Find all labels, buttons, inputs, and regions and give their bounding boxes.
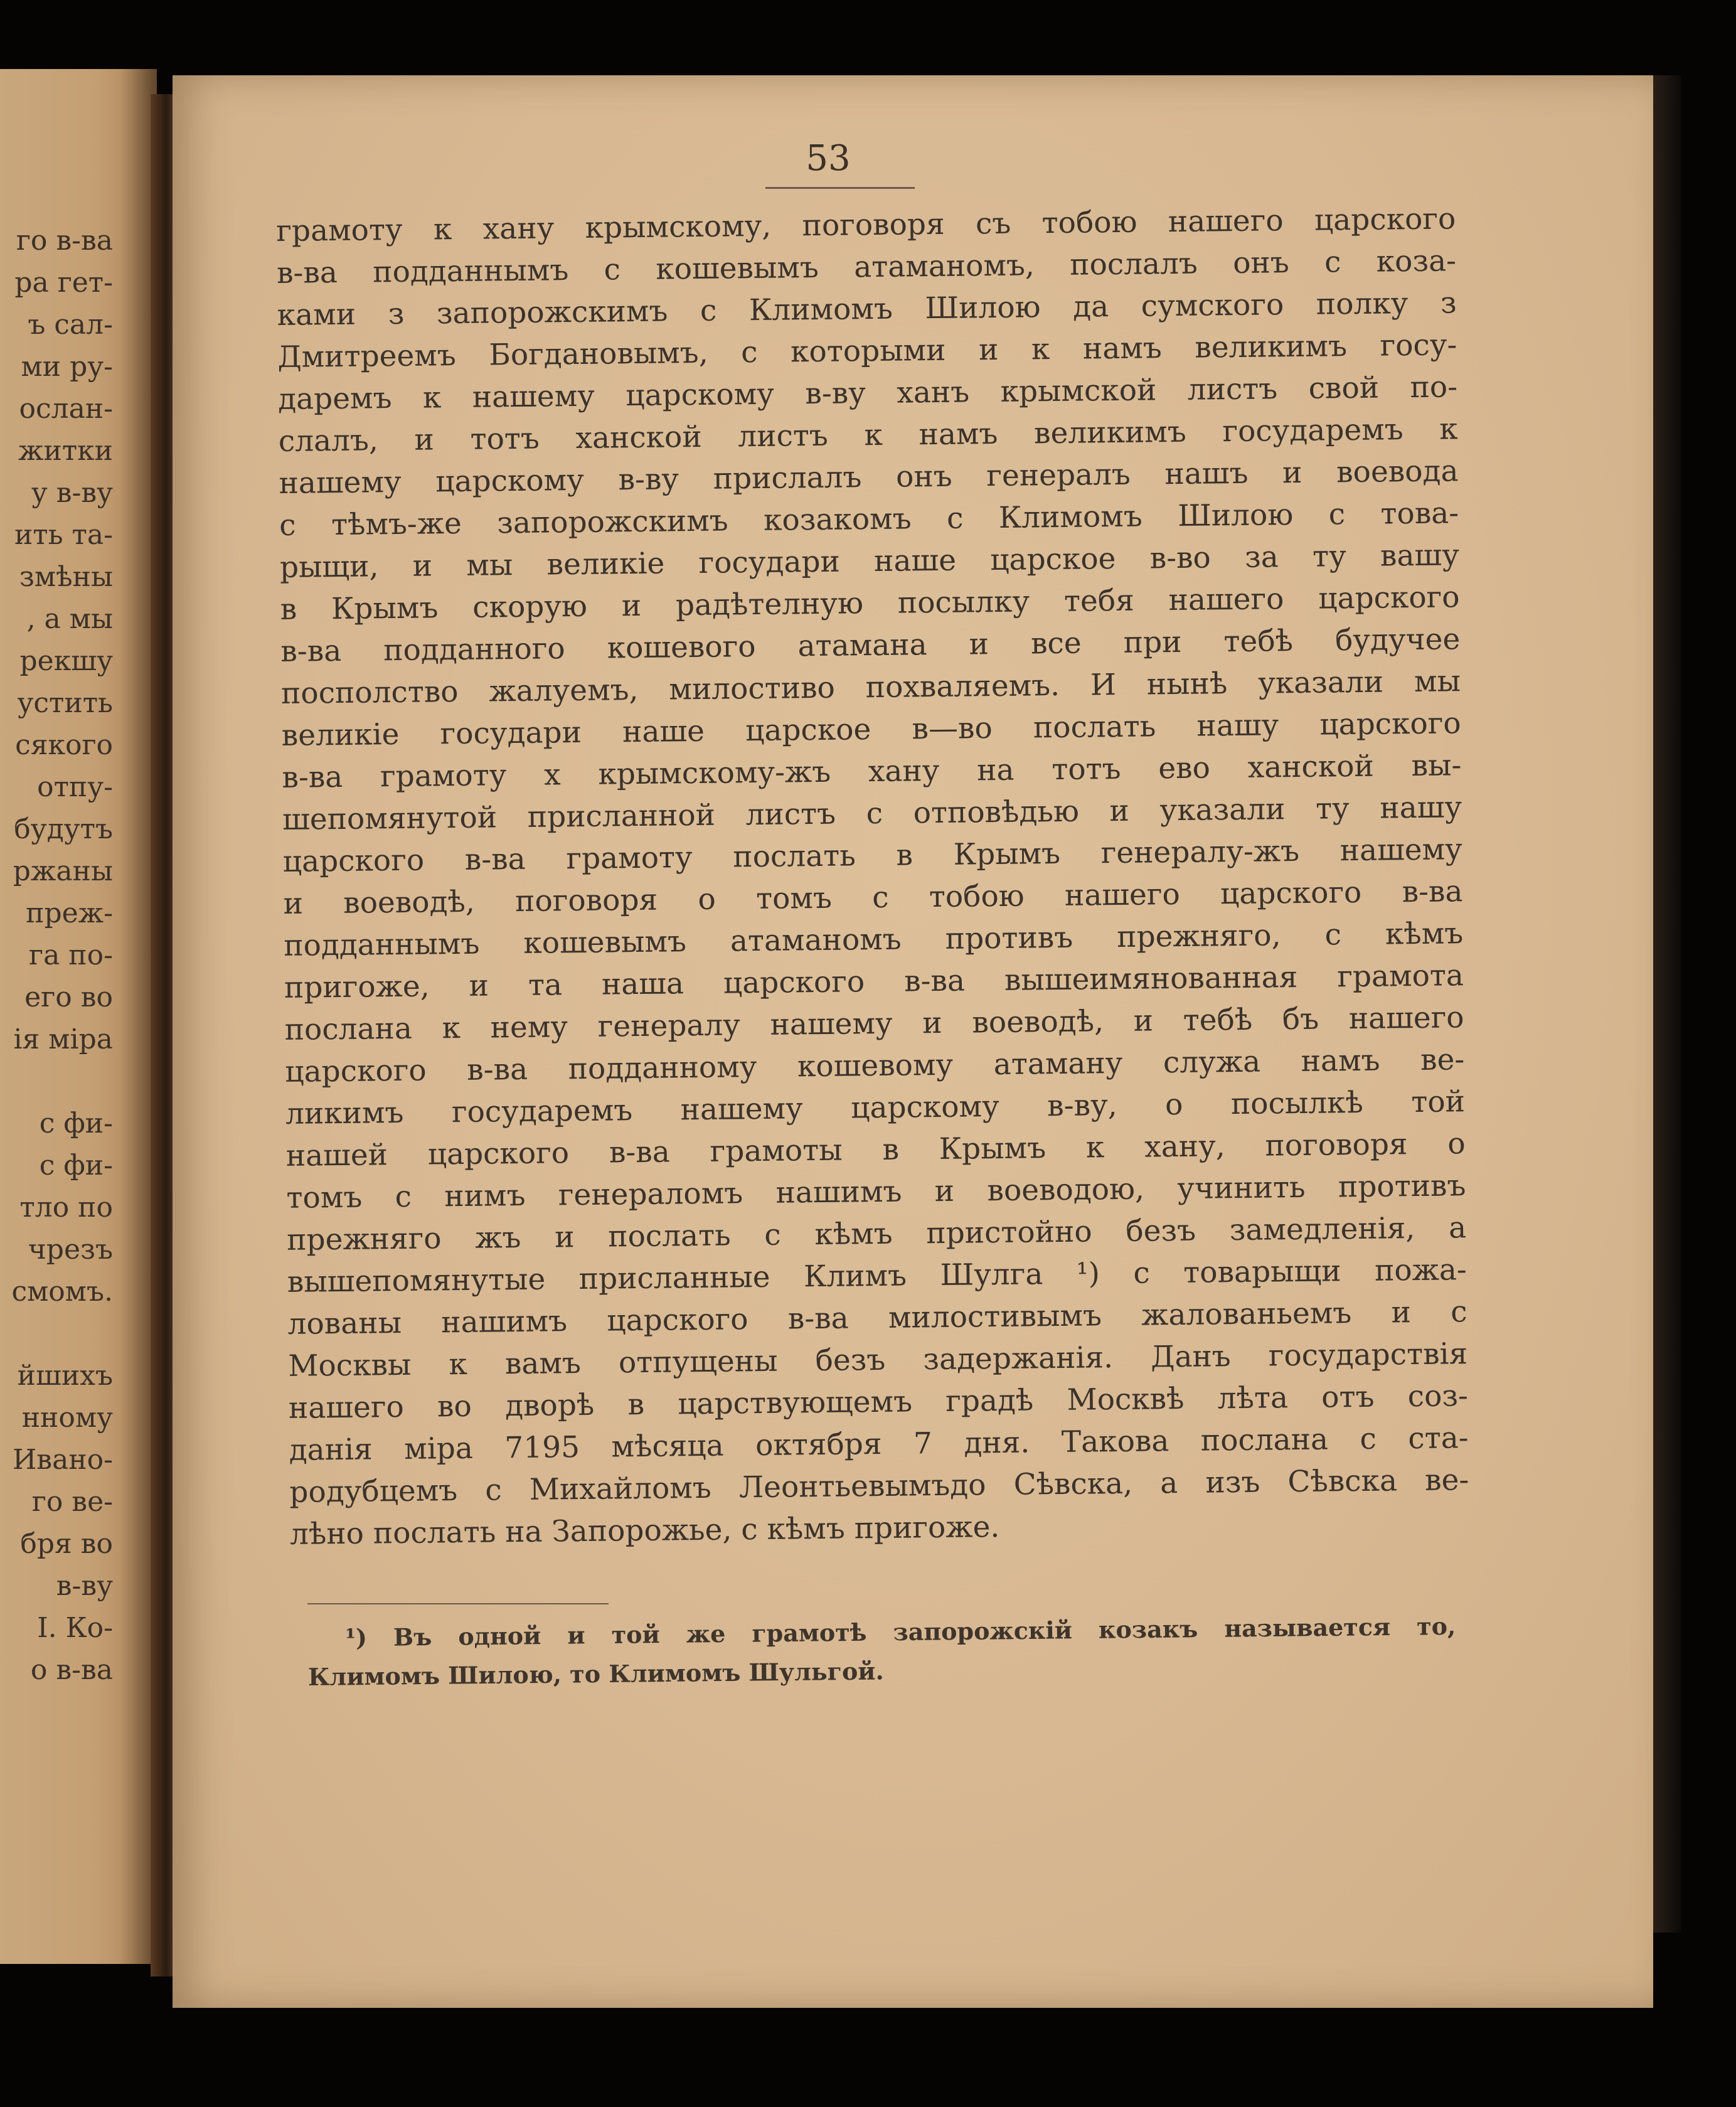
left-page-line: с фи-: [39, 1150, 113, 1182]
body-line: посполство жалуемъ, милостиво похваляемъ. И нынѣ указали мы: [280, 664, 1461, 711]
body-line: Москвы к вамъ отпущены безъ задержанія. Данъ государствія: [288, 1336, 1468, 1384]
left-page-line: в-ву: [56, 1570, 113, 1602]
left-page-line: ржаны: [13, 855, 113, 887]
left-page-line: житки: [18, 435, 113, 467]
body-line: в-ва грамоту х крымскому-жъ хану на тотъ ево ханской вы-: [282, 748, 1462, 795]
left-page-line: преж-: [26, 897, 113, 929]
left-page-line: нному: [21, 1402, 113, 1434]
left-page-line: [0, 1060, 113, 1102]
left-page-line: ить та-: [14, 519, 113, 551]
left-page-line: его во: [24, 981, 113, 1013]
left-page-line: с фи-: [39, 1107, 113, 1139]
left-page-text: [0, 220, 113, 1691]
left-page-line: [0, 1313, 113, 1355]
left-page-line: ми ру-: [21, 351, 113, 383]
body-line: пригоже, и та наша царского в-ва вышеимянованная грамота: [284, 958, 1464, 1005]
left-page-line: ія міра: [13, 1023, 113, 1055]
left-page-line: ъ сал-: [28, 309, 113, 341]
body-line: томъ с нимъ генераломъ нашимъ и воеводою, учинить противъ: [286, 1168, 1466, 1215]
body-line: ликимъ государемъ нашему царскому в-ву, о посылкѣ той: [285, 1084, 1466, 1131]
body-line: даремъ к нашему царскому в-ву ханъ крымской листъ свой по-: [277, 370, 1458, 417]
footnote: [307, 1607, 1456, 1697]
body-text: [276, 198, 1469, 1555]
body-line: нашему царскому в-ву прислалъ онъ генералъ нашъ и воевода: [279, 454, 1459, 501]
left-page-line: тло по: [19, 1192, 113, 1224]
body-line: в-ва подданнымъ с кошевымъ атаманомъ, послалъ онъ с коза-: [276, 243, 1457, 291]
body-line: подданнымъ кошевымъ атаманомъ противъ прежняго, с кѣмъ: [283, 916, 1464, 963]
body-line: ками з запорожскимъ с Климомъ Шилою да сумского полку з: [277, 285, 1457, 333]
body-line: данія міра 7195 мѣсяца октября 7 дня. Такова послана с ста-: [289, 1421, 1469, 1468]
body-line: послана к нему генералу нашему и воеводѣ, и тебѣ бъ нашего: [284, 1000, 1464, 1047]
body-line: царского в-ва подданному кошевому атаману служа намъ ве-: [285, 1042, 1465, 1089]
body-line: с тѣмъ-же запорожскимъ козакомъ с Климомъ Шилою с това-: [279, 496, 1459, 543]
body-line: в-ва подданного кошевого атамана и все при тебѣ будучее: [280, 622, 1461, 669]
body-line: шепомянутой присланной листъ с отповѣдью и указали ту нашу: [282, 790, 1462, 837]
left-page-line: ослан-: [19, 393, 113, 425]
left-page-line: чрезъ: [28, 1234, 113, 1266]
body-line: родубцемъ с Михайломъ Леонтьевымъдо Сѣвска, а изъ Сѣвска ве-: [289, 1463, 1469, 1510]
body-line: нашей царского в-ва грамоты в Крымъ к хану, поговоря о: [285, 1126, 1466, 1173]
left-page-line: , а мы: [26, 603, 113, 635]
page-number-rule: [765, 187, 915, 189]
body-line: царского в-ва грамоту послать в Крымъ генералу-жъ нашему: [282, 832, 1463, 879]
footnote-line: Климомъ Шилою, то Климомъ Шульгой.: [307, 1656, 884, 1691]
body-line: прежняго жъ и послать с кѣмъ пристойно безъ замедленія, а: [286, 1210, 1467, 1257]
body-line: слалъ, и тотъ ханской листъ к намъ великимъ государемъ к: [278, 412, 1459, 459]
left-page-line: го в-ва: [16, 225, 113, 257]
body-line: грамоту к хану крымскому, поговоря съ тобою нашего царского: [276, 201, 1456, 248]
left-page-line: отпу-: [37, 771, 113, 803]
left-page-line: го ве-: [31, 1486, 113, 1518]
left-page-line: га по-: [29, 939, 113, 971]
left-page-line: I. Ко-: [37, 1612, 113, 1644]
left-page-line: ра гет-: [14, 267, 113, 299]
body-line: и воеводѣ, поговоря о томъ с тобою нашего царского в-ва: [283, 874, 1463, 921]
left-page-line: рекшу: [19, 645, 113, 677]
footnote-rule: [307, 1603, 609, 1604]
body-line: лѣно послать на Запорожье, с кѣмъ пригоже.: [289, 1510, 1000, 1552]
body-line: нашего во дворѣ в царствующемъ градѣ Москвѣ лѣта отъ соз-: [288, 1379, 1469, 1426]
left-page-line: смомъ.: [11, 1276, 113, 1308]
left-facing-page: [0, 69, 157, 1964]
left-page-line: у в-ву: [31, 477, 113, 509]
body-line: вышепомянутые присланные Климъ Шулга ¹) с товарыщи пожа-: [287, 1252, 1467, 1299]
body-line: великіе государи наше царское в—во послать нашу царского: [281, 706, 1461, 753]
body-line: Дмитреемъ Богдановымъ, с которыми и к намъ великимъ госу-: [277, 328, 1457, 375]
footnote-line: ¹) Въ одной и той же грамотѣ запорожскій козакъ называется то,: [345, 1611, 1456, 1652]
left-page-line: змѣны: [19, 561, 113, 593]
left-page-line: йшихъ: [17, 1360, 113, 1392]
left-page-line: сякого: [15, 729, 113, 761]
page-number: 53: [806, 138, 851, 179]
left-page-line: Ивано-: [12, 1444, 113, 1476]
left-page-line: бря во: [20, 1528, 113, 1560]
left-page-line: устить: [17, 687, 113, 719]
body-line: рыщи, и мы великіе государи наше царское в-во за ту вашу: [279, 538, 1460, 585]
body-line: лованы нашимъ царского в-ва милостивымъ жалованьемъ и с: [287, 1294, 1467, 1342]
left-page-line: будутъ: [14, 813, 113, 845]
left-page-line: о в-ва: [30, 1654, 113, 1686]
body-line: в Крымъ скорую и радѣтелную посылку тебя нашего царского: [280, 580, 1460, 627]
